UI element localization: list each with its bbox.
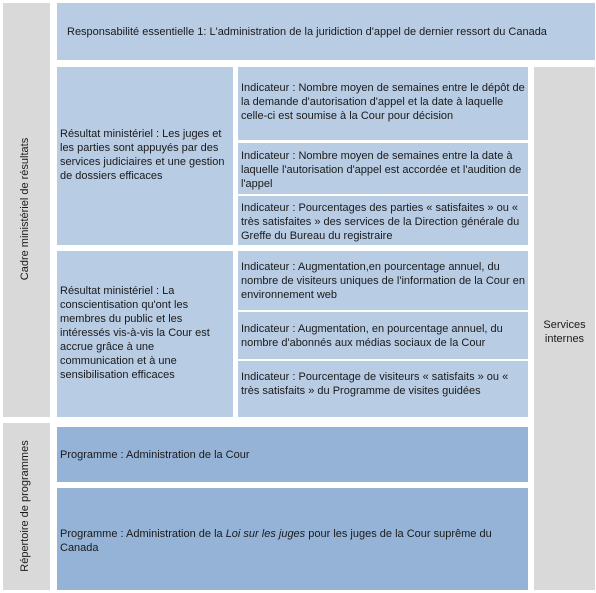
- indicator-2-3-text: Indicateur : Pourcentage de visiteurs « satisfaits » ou « très satisfaits » du Programme de visites guidées: [241, 371, 509, 397]
- program-inventory-label: Répertoire de programmes: [19, 440, 31, 572]
- internal-services-text: Services internes: [543, 319, 586, 345]
- core-responsibility-text: Responsabilité essentielle 1: L'administration de la juridiction d'appel de dernier ressort du Canada: [67, 26, 547, 38]
- result-1-text: Résultat ministériel : Les juges et les parties sont appuyés par des services judiciaires et une gestion de dossiers efficaces: [60, 128, 225, 182]
- indicator-2-1-text: Indicateur : Augmentation,en pourcentage annuel, du nombre de visiteurs uniques de l'information de la Cour en environnement web: [241, 261, 525, 301]
- result-2-text: Résultat ministériel : La conscientisation qu'ont les membres du public et les intéressés vis-à-vis la Cour est accrue grâce à une communication et à une sensibilisation efficaces: [60, 285, 210, 381]
- program-2-suffix: pour les juges de la Cour suprême du Canada: [60, 528, 492, 554]
- program-2-act-title: Loi sur les juges: [225, 528, 306, 540]
- indicator-2-2-text: Indicateur : Augmentation, en pourcentage annuel, du nombre d'abonnés aux médias sociaux de la Cour: [241, 323, 503, 349]
- program-1-text: Programme : Administration de la Cour: [60, 449, 250, 461]
- results-framework-label: Cadre ministériel de résultats: [19, 137, 31, 281]
- program-2-text: [60, 527, 522, 555]
- indicator-1-2-text: Indicateur : Nombre moyen de semaines entre la date à laquelle l'autorisation d'appel est accordée et l'audition de l'appel: [241, 150, 522, 190]
- program-2-prefix: Programme : Administration de la: [60, 528, 226, 540]
- indicator-1-3-text: Indicateur : Pourcentages des parties « satisfaites » ou « très satisfaites » des services de la Direction générale du Greffe du Bureau du registraire: [241, 202, 520, 242]
- indicator-1-1-text: Indicateur : Nombre moyen de semaines entre le dépôt de la demande d'autorisation d'appel et la date à laquelle celle-ci est soumise à la Cour pour décision: [241, 82, 525, 122]
